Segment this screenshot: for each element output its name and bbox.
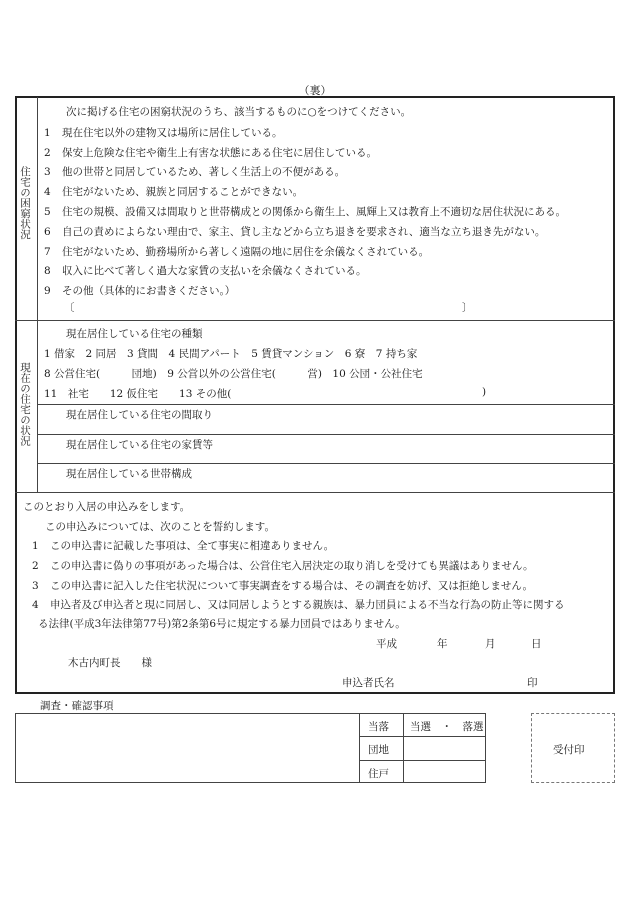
date-era: 平成 (376, 638, 397, 650)
hardship-item-number: 7 (44, 246, 51, 258)
pledge-item (32, 578, 533, 593)
household-label: 現在居住している世帯構成 (66, 468, 192, 480)
hardship-item-number: 5 (44, 206, 51, 218)
pledge-number: 3 (32, 580, 39, 592)
section-divider (15, 492, 615, 493)
pledge-text: 申込者及び申込者と現に同居し、又は同居しようとする親族は、暴力団員による不当な行為の防止等に関する (50, 599, 565, 611)
hardship-item-text: 住宅がないため、勤務場所から著しく遠隔の地に居住を余儀なくされている。 (62, 246, 430, 258)
pledge-number: 4 (32, 599, 39, 611)
pledge-item (32, 538, 334, 553)
addressee: 木古内町長 様 (68, 657, 152, 669)
applicant-name-label: 申込者氏名 (342, 677, 395, 689)
hardship-item (44, 224, 545, 239)
hardship-item-number: 8 (44, 265, 51, 277)
current-housing-label: 現在の住宅の状況 (19, 362, 31, 446)
hardship-item (44, 164, 345, 179)
pledge-item (32, 558, 534, 573)
pledge-text: この申込書に記載した事項は、全て事実に相違ありません。 (50, 540, 335, 552)
hardship-item-number: 2 (44, 147, 51, 159)
reception-stamp-label: 受付印 (553, 744, 585, 756)
hardship-item (44, 263, 367, 278)
survey-divider (403, 713, 404, 783)
housing-hardship-label: 住宅の困窮状況 (19, 166, 31, 240)
survey-label-complex: 団地 (368, 744, 389, 756)
survey-value-result: 当選 ・ 落選 (410, 721, 484, 733)
row-divider (37, 434, 615, 435)
hardship-item-text: 自己の責めによらない理由で、家主、貸し主などから立ち退きを要求され、適当な立ち退き先がない。 (62, 226, 546, 238)
hardship-item-text: 保安上危険な住宅や衛生上有害な状態にある住宅に居住している。 (62, 147, 377, 159)
hardship-item-number: 6 (44, 226, 51, 238)
hardship-item (44, 145, 377, 160)
hardship-instruction: 次に掲げる住宅の困窮状況のうち、該当するものに○をつけてください。 (66, 106, 412, 118)
pledge-number: 2 (32, 560, 39, 572)
hardship-item-number: 4 (44, 186, 51, 198)
housing-type-row-1: 1 借家 2 同居 3 貸間 4 民間アパート 5 賃貸マンション 6 寮 7 持ち家 (44, 348, 418, 360)
seal-mark: 印 (527, 677, 538, 689)
section-divider (15, 320, 615, 321)
hardship-item (44, 283, 235, 298)
survey-label-unit: 住戸 (368, 768, 389, 780)
pledge-item (32, 597, 565, 612)
hardship-item-text: 収入に比べて著しく過大な家賃の支払いを余儀なくされている。 (62, 265, 367, 277)
label-column-divider (37, 97, 38, 492)
hardship-item-number: 9 (44, 285, 51, 297)
housing-type-row-3: 11 社宅 12 仮住宅 13 その他( (44, 388, 232, 400)
hardship-item-text: その他（具体的にお書きください。） (62, 285, 236, 297)
survey-row-divider (359, 736, 486, 737)
housing-type-row-2: 8 公営住宅( 団地) 9 公営以外の公営住宅( 営) 10 公団・公社住宅 (44, 368, 423, 380)
pledge-text: この申込書に記入した住宅状況について事実調査をする場合は、その調査を妨げ、又は拒絶しません。 (50, 580, 533, 592)
rent-label: 現在居住している住宅の家賃等 (66, 439, 213, 451)
hardship-item-text: 住宅がないため、親族と同居することができない。 (62, 186, 304, 198)
hardship-item-text: 住宅の規模、設備又は間取りと世帯構成との関係から衛生上、風輝上又は教育上不適切な居住状況にある。 (62, 206, 566, 218)
hardship-item-text: 現在住宅以外の建物又は場所に居住している。 (62, 127, 283, 139)
housing-type-heading: 現在居住している住宅の種類 (66, 328, 203, 340)
other-bracket-open: 〔 (64, 302, 75, 314)
other-bracket-close: 〕 (462, 302, 473, 314)
page-title: （裏） (298, 84, 332, 97)
hardship-item (44, 204, 566, 219)
survey-heading: 調査・確認事項 (40, 700, 114, 712)
survey-row-divider (359, 760, 486, 761)
declaration-line-1: このとおり入居の申込みをします。 (23, 501, 191, 513)
hardship-item (44, 244, 429, 259)
hardship-item-text: 他の世帯と同居しているため、著しく生活上の不便がある。 (62, 166, 346, 178)
survey-label-result: 当落 (368, 721, 389, 733)
date-month: 月 (485, 638, 496, 650)
date-year: 年 (437, 638, 448, 650)
hardship-item (44, 125, 283, 140)
pledge-text: この申込書に偽りの事項があった場合は、公営住宅入居決定の取り消しを受けても異議はありません。 (50, 560, 534, 572)
row-divider (37, 463, 615, 464)
housing-type-row-3-close: ) (482, 386, 487, 398)
declaration-line-2: この申込みについては、次のことを誓約します。 (45, 521, 275, 533)
row-divider (37, 404, 615, 405)
date-day: 日 (531, 638, 542, 650)
hardship-item-number: 1 (44, 127, 51, 139)
survey-divider (359, 713, 360, 783)
layout-label: 現在居住している住宅の間取り (66, 409, 213, 421)
hardship-item (44, 184, 303, 199)
hardship-item-number: 3 (44, 166, 51, 178)
pledge-4-continuation: る法律(平成3年法律第77号)第2条第6号に規定する暴力団員ではありません。 (38, 618, 406, 630)
pledge-number: 1 (32, 540, 39, 552)
